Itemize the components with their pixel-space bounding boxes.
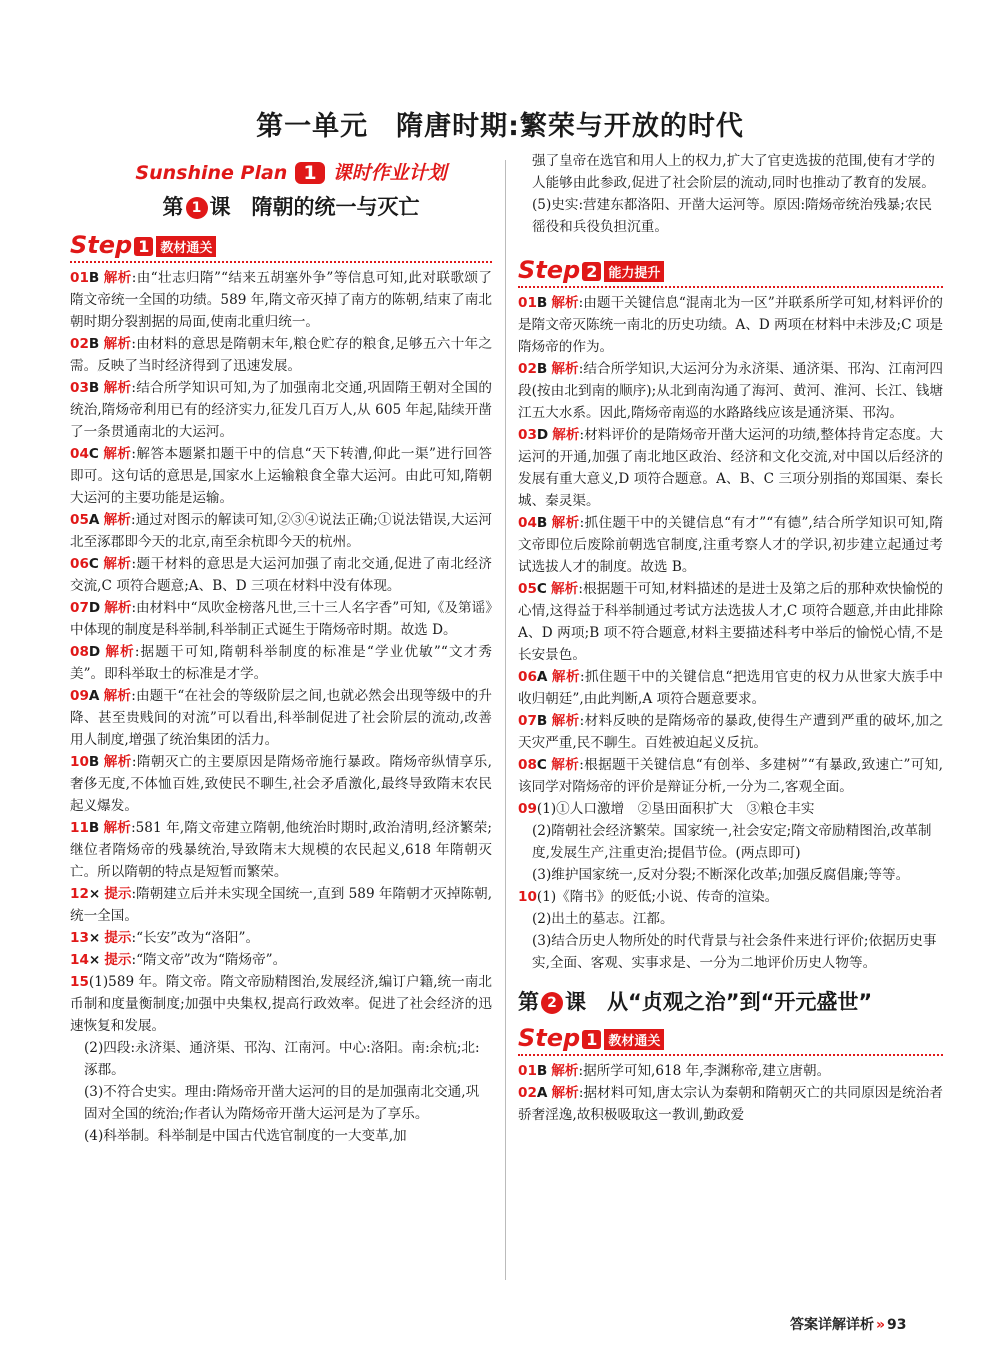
- answer-part-text: 强了皇帝在选官和用人上的权力,扩大了官吏选拔的范围,使有才学的人能够由此参政,促进了社会阶层的流动,同时也推动了教育的发展。: [532, 153, 935, 191]
- answer-part: [518, 820, 943, 864]
- explanation-tag: 提示: [104, 952, 132, 968]
- answer-item: [70, 553, 492, 597]
- answer-item: [518, 512, 943, 578]
- explanation-text: :抓住题干中的关键信息“有才”“有德”,结合所学知识可知,隋文帝即位后废除前朝选官制度,注重考察人才的学识,初步建立起通过考试选拔人才的制度。故选 B。: [518, 515, 943, 575]
- answer-part-text: (3)不符合史实。理由:隋炀帝开凿大运河的目的是加强南北交通,巩固对全国的统治;作者认为隋炀帝开凿大运河是为了享乐。: [84, 1084, 480, 1122]
- lesson-title-text: 课 隋朝的统一与灭亡: [209, 195, 420, 219]
- answer-item: [518, 1082, 943, 1126]
- explanation-tag: 解析: [551, 1085, 579, 1101]
- explanation-tag: 解析: [551, 1063, 579, 1079]
- answer-item: [70, 597, 492, 641]
- question-number: 01: [518, 1063, 537, 1079]
- question-number: 07: [518, 713, 537, 729]
- explanation-text: :隋朝建立后并未实现全国统一,直到 589 年隋朝才灭掉陈朝,统一全国。: [70, 886, 493, 924]
- answer-09: [518, 798, 943, 886]
- answer-item: [70, 377, 492, 443]
- answer-letter: ×: [88, 952, 101, 968]
- question-number: 05: [70, 512, 89, 528]
- explanation-text: :通过对图示的解读可知,②③④说法正确;①说法错误,大运河北至涿郡即今天的北京,南至余杭即今天的杭州。: [70, 512, 492, 550]
- step-2-heading: [518, 256, 943, 288]
- answer-part-text: (2)四段:永济渠、通济渠、邗沟、江南河。中心:洛阳。南:余杭;北:涿郡。: [84, 1040, 480, 1078]
- explanation-text: :由题干“在社会的等级阶层之间,也就必然会出现等级中的升降、甚至贵贱间的对流”可以看出,科举制促进了社会阶层的流动,改善用人制度,增强了统治集团的活力。: [70, 688, 493, 748]
- answer-letter: C: [88, 446, 99, 462]
- answer-letter: C: [536, 581, 547, 597]
- answer-item: [518, 424, 943, 512]
- answer-part: [518, 930, 943, 974]
- answer-list-lesson2: [518, 1060, 943, 1126]
- answer-part-text: (4)科举制。科举制是中国古代选官制度的一大变革,加: [84, 1128, 407, 1144]
- question-number: 03: [70, 380, 89, 396]
- answer-item: [518, 292, 943, 358]
- question-number: 10: [70, 754, 89, 770]
- explanation-tag: 解析: [551, 669, 580, 685]
- page-number: 93: [887, 1317, 907, 1333]
- question-number: 12: [70, 886, 89, 902]
- answer-15: [70, 971, 492, 1147]
- answer-item: [518, 1060, 943, 1082]
- explanation-tag: 提示: [104, 930, 132, 946]
- explanation-text: :581 年,隋文帝建立隋朝,他统治时期时,政治清明,经济繁荣;继位者隋炀帝的残暴统治,导致隋末大规模的农民起义,618 年隋朝灭亡。所以隋朝的特点是短暂而繁荣。: [70, 820, 492, 880]
- answer-item: [70, 641, 492, 685]
- explanation-tag: 解析: [550, 581, 579, 597]
- question-number: 11: [70, 820, 89, 836]
- answer-part-text: (5)史实:营建东都洛阳、开凿大运河等。原因:隋炀帝统治残暴;农民徭役和兵役负担沉重。: [532, 197, 933, 235]
- answer-item: [518, 710, 943, 754]
- explanation-text: :“长安”改为“洛阳”。: [131, 930, 260, 946]
- explanation-text: :根据题干可知,材料描述的是进士及第之后的那种欢快愉悦的心情,这得益于科举制通过考试方法选拔人才,C 项符合题意,并由此排除 A、D 两项;B 项不符合题意,材料主要描述科考中举后的愉悦心情,不是长安景色。: [518, 581, 944, 663]
- answer-letter: B: [88, 270, 100, 286]
- answer-letter: D: [88, 600, 101, 616]
- answer-letter: B: [88, 754, 100, 770]
- answer-item: [70, 509, 492, 553]
- answer-letter: D: [88, 644, 101, 660]
- answer-15-continued: [518, 150, 943, 238]
- answer-letter: B: [88, 380, 100, 396]
- answer-letter: A: [536, 1085, 548, 1101]
- lesson-title: [90, 191, 492, 221]
- answer-letter: B: [536, 713, 548, 729]
- answer-item: [70, 949, 492, 971]
- answer-part: [518, 886, 943, 908]
- question-number: 08: [518, 757, 537, 773]
- explanation-tag: 解析: [102, 446, 132, 462]
- explanation-text: :材料反映的是隋炀帝的暴政,使得生产遭到严重的破坏,加之天灾严重,民不聊生。百姓被迫起义反抗。: [518, 713, 943, 751]
- answer-item: [70, 817, 492, 883]
- explanation-tag: 解析: [103, 270, 132, 286]
- explanation-text: :据材料可知,唐太宗认为秦朝和隋朝灭亡的共同原因是统治者骄奢淫逸,故积极吸取这一教训,勤政爱: [518, 1085, 943, 1123]
- answer-list: [70, 267, 492, 883]
- answer-letter: ×: [88, 930, 101, 946]
- answer-item: [518, 358, 943, 424]
- answer-part-text: (3)维护国家统一,反对分裂;不断深化改革;加强反腐倡廉;等等。: [532, 867, 910, 883]
- explanation-tag: 解析: [102, 556, 132, 572]
- explanation-text: :据题干可知,隋朝科举制度的标准是“学业优敏”“文才秀美”。即科举取士的标准是才学。: [70, 644, 492, 682]
- answer-letter: B: [536, 361, 548, 377]
- answer-part-text: (2)出土的墓志。江都。: [532, 911, 674, 927]
- explanation-tag: 解析: [550, 757, 580, 773]
- answer-item: [518, 666, 943, 710]
- question-number: 06: [518, 669, 537, 685]
- question-number: 03: [518, 427, 537, 443]
- explanation-text: :由材料中“凤吹金榜落凡世,三十三人名字香”可知,《及第谣》中体现的制度是科举制,科举制正式诞生于隋炀帝时期。故选 D。: [70, 600, 492, 638]
- question-number: 02: [518, 361, 537, 377]
- answer-part-text: (1)589 年。隋文帝。隋文帝励精图治,发展经济,编订户籍,统一南北币制和度量衡制度;加强中央集权,提高行政效率。促进了社会经济的迅速恢复和发展。: [70, 974, 492, 1034]
- question-number: 15: [70, 974, 89, 990]
- step-word: Step 1 教材通关: [70, 231, 216, 259]
- answer-list-tips: [70, 883, 492, 971]
- answer-item: [70, 927, 492, 949]
- question-number: 13: [70, 930, 89, 946]
- question-number: 14: [70, 952, 89, 968]
- question-number: 02: [70, 336, 89, 352]
- step-word: Step 2 能力提升: [518, 256, 664, 284]
- question-number: 04: [518, 515, 537, 531]
- explanation-text: :题干材料的意思是大运河加强了南北交通,促进了南北经济交流,C 项符合题意;A、B、D 三项在材料中没有体现。: [70, 556, 493, 594]
- explanation-tag: 解析: [551, 295, 579, 311]
- explanation-tag: 解析: [103, 336, 132, 352]
- explanation-tag: 解析: [104, 644, 135, 660]
- answer-list-step2: [518, 292, 943, 798]
- explanation-tag: 解析: [551, 713, 580, 729]
- question-number: 04: [70, 446, 89, 462]
- answer-letter: B: [536, 295, 548, 311]
- explanation-text: :由题干关键信息“混南北为一区”并联系所学可知,材料评价的是隋文帝灭陈统一南北的历史功绩。A、D 两项在材料中未涉及;C 项是隋炀帝的作为。: [518, 295, 943, 355]
- explanation-text: :隋朝灭亡的主要原因是隋炀帝施行暴政。隋炀帝纵情享乐,奢侈无度,不体恤百姓,致使民不聊生,社会矛盾激化,最终导致隋末农民起义爆发。: [70, 754, 493, 814]
- question-number: 01: [518, 295, 537, 311]
- explanation-tag: 解析: [103, 754, 132, 770]
- left-column: [70, 158, 492, 1147]
- answer-letter: B: [88, 336, 100, 352]
- question-number: 10: [518, 889, 537, 905]
- answer-part-text: (2)隋朝社会经济繁荣。国家统一,社会安定;隋文帝励精图治,改革制度,发展生产,注重吏治;提倡节俭。(两点即可): [532, 823, 932, 861]
- lesson-number-badge: 2: [541, 992, 563, 1014]
- question-number: 02: [518, 1085, 537, 1101]
- answer-part: [70, 1125, 492, 1147]
- answer-part: [518, 864, 943, 886]
- answer-part-text: (1)《隋书》的贬低;小说、传奇的渲染。: [536, 889, 779, 905]
- question-number: 05: [518, 581, 537, 597]
- answer-letter: B: [88, 820, 100, 836]
- answer-letter: B: [536, 1063, 548, 1079]
- answer-part-text: (3)结合历史人物所处的时代背景与社会条件来进行评价;依据历史事实,全面、客观、实事求是、一分为二地评价历史人物等。: [532, 933, 937, 971]
- explanation-text: :材料评价的是隋炀帝开凿大运河的功绩,整体持肯定态度。大运河的开通,加强了南北地区政治、经济和文化交流,对中国以后经济的发展有重大意义,D 项符合题意。A、B、C 三项分别指的郑国渠、秦长城、秦灵渠。: [518, 427, 943, 509]
- step-word: Step 1 教材通关: [518, 1024, 664, 1052]
- explanation-tag: 提示: [104, 886, 132, 902]
- lesson-number-badge: 1: [186, 197, 208, 219]
- explanation-text: :根据题干关键信息“有创举、多建树”“有暴政,致速亡”可知,该同学对隋炀帝的评价是辩证分析,一分为二,客观全面。: [518, 757, 943, 795]
- plan-badge: 1: [295, 162, 324, 184]
- answer-10: [518, 886, 943, 974]
- explanation-text: :“隋文帝”改为“隋炀帝”。: [131, 952, 287, 968]
- answer-letter: C: [88, 556, 99, 572]
- explanation-text: :解答本题紧扣题干中的信息“天下转漕,仰此一渠”进行回答即可。这句话的意思是,国家水上运输粮食全靠大运河。由此可知,隋朝大运河的主要功能是运输。: [70, 446, 492, 506]
- answer-part: [70, 1081, 492, 1125]
- step-1-heading: [70, 231, 492, 263]
- answer-letter: C: [536, 757, 547, 773]
- explanation-text: :结合所学知识可知,为了加强南北交通,巩固隋王朝对全国的统治,隋炀帝利用已有的经济实力,征发几百万人,从 605 年起,陆续开凿了一条贯通南北的大运河。: [70, 380, 492, 440]
- right-column: [518, 150, 943, 1126]
- lesson-prefix: 第: [162, 195, 184, 219]
- question-number: 07: [70, 600, 89, 616]
- answer-part: [70, 1037, 492, 1081]
- page-footer: [790, 1314, 907, 1334]
- step-1-heading-lesson2: [518, 1024, 943, 1056]
- question-number: 08: [70, 644, 89, 660]
- answer-part: [518, 798, 943, 820]
- arrow-icon: »: [876, 1317, 886, 1333]
- answer-item: [70, 883, 492, 927]
- question-number: 01: [70, 270, 89, 286]
- answer-letter: D: [536, 427, 549, 443]
- answer-letter: A: [88, 688, 100, 704]
- answer-part: [518, 908, 943, 930]
- explanation-text: :由“壮志归隋”“结来五胡塞外争”等信息可知,此对联歌颂了隋文帝统一全国的功绩。589 年,隋文帝灭掉了南方的陈朝,结束了南北朝时期分裂割据的局面,使南北重归统一。: [70, 270, 492, 330]
- plan-left: Sunshine Plan: [135, 162, 288, 184]
- answer-part-text: (1)①人口激增 ②垦田面积扩大 ③粮仓丰实: [536, 801, 815, 817]
- answer-item: [70, 443, 492, 509]
- answer-letter: ×: [88, 886, 101, 902]
- explanation-tag: 解析: [552, 427, 580, 443]
- answer-item: [70, 751, 492, 817]
- footer-label: 答案详解详析: [790, 1317, 874, 1333]
- explanation-tag: 解析: [103, 512, 131, 528]
- answer-letter: A: [536, 669, 548, 685]
- question-number: 06: [70, 556, 89, 572]
- plan-right: 课时作业计划: [332, 162, 447, 184]
- answer-item: [70, 333, 492, 377]
- explanation-tag: 解析: [103, 380, 132, 396]
- answer-letter: A: [88, 512, 100, 528]
- explanation-text: :据所学可知,618 年,李渊称帝,建立唐朝。: [578, 1063, 831, 1079]
- answer-part: [70, 971, 492, 1037]
- answer-item: [518, 578, 943, 666]
- plan-banner: [90, 158, 492, 185]
- answer-item: [518, 754, 943, 798]
- explanation-tag: 解析: [551, 515, 580, 531]
- explanation-tag: 解析: [104, 600, 132, 616]
- unit-title: 第一单元 隋唐时期:繁荣与开放的时代: [256, 111, 744, 142]
- lesson-2-title: 第 2 课 从“贞观之治”到“开元盛世”: [518, 990, 873, 1014]
- answer-item: [70, 267, 492, 333]
- explanation-text: :抓住题干中的关键信息“把选用官吏的权力从世家大族手中收归朝廷”,由此判断,A 项符合题意要求。: [518, 669, 943, 707]
- question-number: 09: [518, 801, 537, 817]
- question-number: 09: [70, 688, 89, 704]
- answer-item: [70, 685, 492, 751]
- explanation-text: :由材料的意思是隋朝末年,粮仓贮存的粮食,足够五六十年之需。反映了当时经济得到了迅速发展。: [70, 336, 492, 374]
- answer-letter: B: [536, 515, 548, 531]
- explanation-tag: 解析: [103, 688, 132, 704]
- explanation-tag: 解析: [103, 820, 132, 836]
- explanation-tag: 解析: [551, 361, 579, 377]
- explanation-text: :结合所学知识,大运河分为永济渠、通济渠、邗沟、江南河四段(按由北到南的顺序);从北到南沟通了海河、黄河、淮河、长江、钱塘江五大水系。因此,隋炀帝南巡的水路路线应该是通济渠、邗沟。: [518, 361, 943, 421]
- column-divider: [505, 160, 506, 1280]
